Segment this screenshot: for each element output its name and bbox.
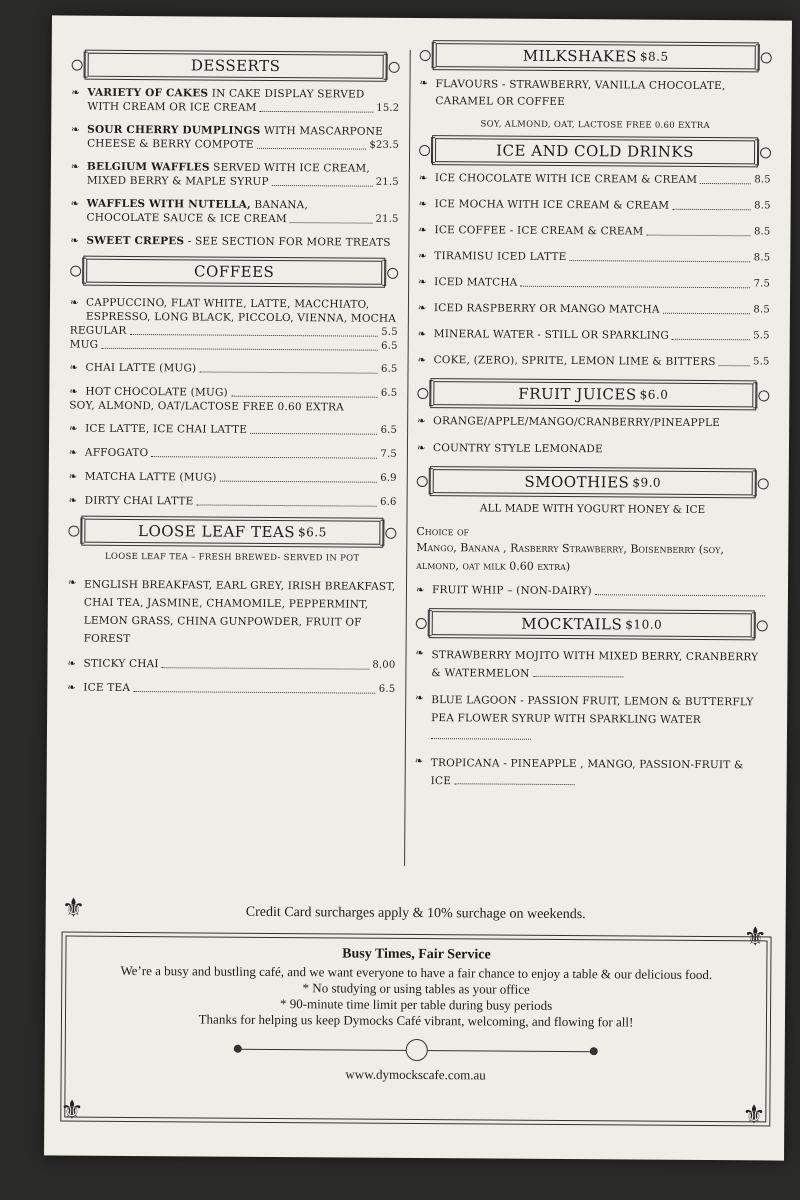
mocktails-banner (416, 610, 768, 638)
leaf-icon: ❧ (415, 692, 424, 705)
leaf-icon: ❧ (70, 198, 80, 210)
leaf-icon: ❧ (69, 297, 79, 309)
leaf-icon: ❧ (70, 235, 79, 247)
leaf-icon: ❧ (68, 447, 78, 459)
notice-title: Busy Times, Fair Service (342, 946, 491, 963)
leaf-icon: ❧ (416, 442, 426, 455)
surcharge-note: Credit Card surcharges apply & 10% surchage on weekends. (245, 904, 586, 923)
mocktails-title: MOCKTAILS $10.0 (432, 611, 752, 637)
menu-item: ❧ ENGLISH BREAKFAST, EARL GREY, IRISH BREAKFAST, CHAI TEA, JASMINE, CHAMOMILE, PEPPERMINT, LEMON GRASS, CHINA GUNPOWDER, FRUIT OF FOREST (67, 577, 396, 645)
leaf-icon: ❧ (69, 386, 78, 398)
leaf-icon: ❧ (71, 124, 80, 136)
column-divider (404, 50, 411, 866)
leaf-icon: ❧ (418, 198, 428, 211)
leaf-icon: ❧ (69, 362, 78, 374)
menu-item: ❧ STRAWBERRY MOJITO WITH MIXED BERRY, CRANBERRY & WATERMELON (415, 647, 759, 680)
desserts-title: DESSERTS (88, 53, 384, 79)
leaf-icon: ❧ (67, 682, 76, 694)
milkshakes-note: SOY, ALMOND, OAT, LACTOSE FREE 0.60 EXTRA (480, 119, 710, 132)
teas-banner (68, 518, 396, 546)
menu-item: ❧ COKE, (ZERO), SPRITE, LEMON LIME & BITTERS 5.5 (417, 354, 770, 369)
milkshakes-title: MILKSHAKES $8.5 (436, 43, 756, 69)
menu-item: ❧ SOUR CHERRY DUMPLINGS WITH MASCARPONE CHEESE & BERRY COMPOTE $23.5 (71, 123, 400, 151)
teas-title: LOOSE LEAF TEAS $6.5 (84, 519, 380, 545)
menu-item: ❧ MINERAL WATER - STILL OR SPARKLING 5.5 (417, 328, 770, 342)
menu-item: ❧ ORANGE/APPLE/MANGO/CRANBERRY/PINEAPPLE (417, 415, 721, 430)
menu-item: ❧ BLUE LAGOON - PASSION FRUIT, LEMON & BUTTERFLY PEA FLOWER SYRUP WITH SPARKLING WATER (415, 691, 767, 747)
cold-banner (419, 137, 771, 165)
menu-item: ❧ ICE TEA 6.5 (67, 681, 396, 695)
leaf-icon: ❧ (71, 87, 80, 99)
leaf-icon: ❧ (414, 755, 424, 768)
leaf-icon: ❧ (418, 172, 428, 185)
leaf-icon: ❧ (417, 354, 427, 367)
busy-times-notice (64, 936, 767, 1123)
notice-line: * 90-minute time limit per table during busy periods (279, 996, 553, 1013)
leaf-icon: ❧ (417, 415, 426, 428)
smoothies-note: ALL MADE WITH YOGURT HONEY & ICE (479, 502, 706, 517)
desserts-banner (72, 52, 400, 80)
fleur-de-lis-icon: ⚜ (743, 922, 767, 953)
juices-title: FRUIT JUICES $6.0 (433, 381, 753, 407)
notice-line: * No studying or using tables as your office (302, 980, 530, 997)
menu-page (44, 15, 792, 1160)
smoothies-choice: Mango, Banana , Rasberry Strawberry, Boisenberry (soy, almond, oat milk 0.60 extra) (416, 540, 724, 574)
coffees-title: COFFEES (86, 259, 382, 285)
leaf-icon: ❧ (415, 584, 425, 597)
menu-item: ❧ SWEET CREPES - SEE SECTION FOR MORE TREATS (70, 234, 391, 249)
right-column (415, 38, 772, 801)
menu-item: ❧ VARIETY OF CAKES IN CAKE DISPLAY SERVED WITH CREAM OR ICE CREAM 15.2 (71, 86, 400, 114)
menu-item: ❧ ICED MATCHA 7.5 (418, 276, 771, 290)
menu-item: ❧ COUNTRY STYLE LEMONADE (416, 442, 603, 456)
menu-item: ❧ ICE MOCHA WITH ICE CREAM & CREAM 8.5 (418, 198, 771, 212)
smoothies-choice-label: Choice of (416, 524, 470, 539)
menu-item: ❧ WAFFLES WITH NUTELLA, BANANA, CHOCOLATE SAUCE & ICE CREAM 21.5 (70, 197, 399, 226)
leaf-icon: ❧ (418, 276, 427, 289)
menu-item: ❧ ICED RASPBERRY OR MANGO MATCHA 8.5 (417, 302, 770, 316)
leaf-icon: ❧ (417, 328, 427, 341)
leaf-icon: ❧ (419, 77, 428, 90)
menu-item: ❧ FLAVOURS - STRAWBERRY, VANILLA CHOCOLATE, CARAMEL OR COFFEE (419, 77, 726, 109)
leaf-icon: ❧ (418, 224, 427, 237)
leaf-icon: ❧ (67, 577, 77, 589)
notice-line: Thanks for helping us keep Dymocks Café vibrant, welcoming, and flowing for all! (198, 1011, 634, 1030)
milkshakes-banner (420, 42, 772, 70)
website-link[interactable]: www.dymockscafe.com.au (345, 1066, 486, 1083)
leaf-icon: ❧ (69, 423, 78, 435)
leaf-icon: ❧ (417, 302, 427, 315)
leaf-icon: ❧ (418, 250, 427, 263)
menu-item: ❧ BELGIUM WAFFLES SERVED WITH ICE CREAM, MIXED BERRY & MAPLE SYRUP 21.5 (70, 160, 399, 188)
teas-note: LOOSE LEAF TEA – FRESH BREWED- SERVED IN POT (104, 551, 360, 564)
juices-banner (417, 380, 769, 408)
menu-item: ❧ TIRAMISU ICED LATTE 8.5 (418, 250, 771, 264)
menu-item: ❧ HOT CHOCOLATE (MUG) 6.5 SOY, ALMOND, OAT/LACTOSE FREE 0.60 EXTRA (69, 385, 398, 414)
menu-item: ❧ TROPICANA - PINEAPPLE , MANGO, PASSION-FRUIT & ICE (414, 755, 744, 788)
ornament-divider (236, 1036, 596, 1065)
leaf-icon: ❧ (68, 495, 78, 507)
fleur-de-lis-icon: ⚜ (60, 1095, 84, 1126)
cold-title: ICE AND COLD DRINKS (435, 138, 755, 164)
menu-item: ❧ STICKY CHAI 8.00 (67, 657, 396, 671)
menu-item: ❧ MATCHA LATTE (MUG) 6.9 (68, 470, 397, 484)
menu-item: ❧ CHAI LATTE (MUG) 6.5 (69, 361, 398, 375)
notice-line: We’re a busy and bustling café, and we want everyone to have a fair chance to enjoy a table & our delicious food. (120, 962, 713, 983)
menu-item: ❧ AFFOGATO 7.5 (68, 446, 397, 460)
menu-item: ❧ FRUIT WHIP – (NON-DAIRY) (416, 583, 768, 600)
coffees-banner (70, 258, 398, 286)
smoothies-banner (417, 468, 769, 496)
smoothies-title: SMOOTHIES $9.0 (433, 469, 753, 495)
leaf-icon: ❧ (415, 647, 424, 660)
fleur-de-lis-icon: ⚜ (61, 893, 86, 924)
leaf-icon: ❧ (70, 161, 80, 173)
leaf-icon: ❧ (68, 471, 78, 483)
leaf-icon: ❧ (67, 658, 76, 670)
menu-item: ❧ CAPPUCCINO, FLAT WHITE, LATTE, MACCHIATO, ESPRESSO, LONG BLACK, PICCOLO, VIENNA, MOCHA REGULAR 5.5 MUG 6.5 (69, 296, 398, 352)
menu-item: ❧ ICE COFFEE - ICE CREAM & CREAM 8.5 (418, 224, 771, 238)
left-column (67, 48, 400, 707)
fleur-de-lis-icon: ⚜ (742, 1100, 766, 1131)
menu-item: ❧ ICE LATTE, ICE CHAI LATTE 6.5 (69, 422, 398, 436)
menu-item: ❧ DIRTY CHAI LATTE 6.6 (68, 494, 397, 508)
menu-item: ❧ ICE CHOCOLATE WITH ICE CREAM & CREAM 8.5 (418, 172, 771, 186)
